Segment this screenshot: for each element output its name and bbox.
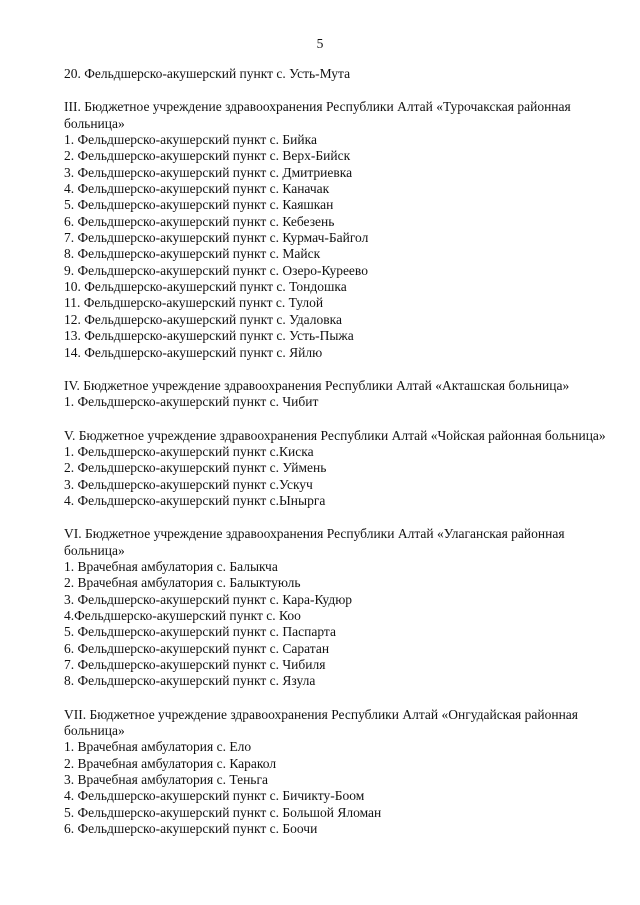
list-item: 11. Фельдшерско-акушерский пункт с. Тулой [64, 295, 324, 311]
list-item: 4.Фельдшерско-акушерский пункт с. Коо [64, 607, 301, 623]
list-item: 1. Фельдшерско-акушерский пункт с. Бийка [64, 132, 317, 148]
list-item: 7. Фельдшерско-акушерский пункт с. Курмач-Байгол [64, 230, 369, 246]
list-item: 5. Фельдшерско-акушерский пункт с. Большой Яломан [64, 804, 382, 820]
section-iii [64, 99, 620, 361]
list-item: 3. Врачебная амбулатория с. Теньга [64, 772, 268, 788]
list-item: 12. Фельдшерско-акушерский пункт с. Удаловка [64, 311, 342, 327]
spacer [64, 82, 620, 99]
spacer [64, 509, 620, 526]
list-item: 2. Фельдшерско-акушерский пункт с. Уймень [64, 460, 327, 476]
list-item: 8. Фельдшерско-акушерский пункт с. Майск [64, 246, 321, 262]
list-item: 2. Фельдшерско-акушерский пункт с. Верх-Бийск [64, 148, 351, 164]
section-heading: V. Бюджетное учреждение здравоохранения Республики Алтай «Чойская районная больница» [64, 427, 606, 443]
list-item: 6. Фельдшерско-акушерский пункт с. Кебезень [64, 213, 335, 229]
list-item: 1. Фельдшерско-акушерский пункт с. Чибит [64, 394, 319, 410]
list-item: 3. Фельдшерско-акушерский пункт с. Кара-Кудюр [64, 591, 353, 607]
spacer [64, 361, 620, 378]
list-item: 6. Фельдшерско-акушерский пункт с. Боочи [64, 821, 318, 837]
list-item: 5. Фельдшерско-акушерский пункт с. Паспарта [64, 624, 336, 640]
list-item: 3. Фельдшерско-акушерский пункт с.Ускуч [64, 476, 313, 492]
list-item: 4. Фельдшерско-акушерский пункт с. Каначак [64, 181, 330, 197]
list-item: 4. Фельдшерско-акушерский пункт с. Бичикту-Боом [64, 788, 365, 804]
list-item: 9. Фельдшерско-акушерский пункт с. Озеро-Куреево [64, 262, 368, 278]
list-item: 10. Фельдшерско-акушерский пункт с. Тондошка [64, 279, 347, 295]
list-item: 3. Фельдшерско-акушерский пункт с. Дмитриевка [64, 164, 353, 180]
list-item: 6. Фельдшерско-акушерский пункт с. Саратан [64, 640, 330, 656]
list-item: 2. Врачебная амбулатория с. Балыктуюль [64, 575, 301, 591]
list-item: 14. Фельдшерско-акушерский пункт с. Яйлю [64, 344, 323, 360]
spacer [64, 411, 620, 428]
list-item: 1. Врачебная амбулатория с. Ело [64, 739, 252, 755]
list-item: 2. Врачебная амбулатория с. Каракол [64, 755, 277, 771]
list-item: 1. Фельдшерско-акушерский пункт с.Киска [64, 443, 314, 459]
section-heading: VI. Бюджетное учреждение здравоохранения Республики Алтай «Улаганская районная больница» [64, 526, 565, 558]
section-heading: III. Бюджетное учреждение здравоохранения Республики Алтай «Турочакская районная больница» [64, 99, 571, 131]
document-body [64, 66, 620, 837]
spacer [64, 690, 620, 707]
list-item: 20. Фельдшерско-акушерский пункт с. Усть-Мута [64, 66, 351, 81]
list-item: 8. Фельдшерско-акушерский пункт с. Язула [64, 673, 316, 689]
section-v [64, 428, 620, 510]
section-heading: IV. Бюджетное учреждение здравоохранения Республики Алтай «Акташская больница» [64, 377, 570, 393]
page-number: 5 [316, 36, 324, 51]
section-vii [64, 707, 620, 838]
list-item: 1. Врачебная амбулатория с. Балыкча [64, 558, 278, 574]
list-item: 5. Фельдшерско-акушерский пункт с. Каяшкан [64, 197, 334, 213]
list-item: 7. Фельдшерско-акушерский пункт с. Чибиля [64, 657, 326, 672]
list-item: 4. Фельдшерско-акушерский пункт с.Ынырга [64, 492, 326, 508]
section-heading: VII. Бюджетное учреждение здравоохранения Республики Алтай «Онгудайская районная больница» [64, 706, 579, 739]
section-vi [64, 526, 620, 689]
section-iv [64, 378, 620, 411]
list-item: 13. Фельдшерско-акушерский пункт с. Усть-Пыжа [64, 328, 354, 344]
